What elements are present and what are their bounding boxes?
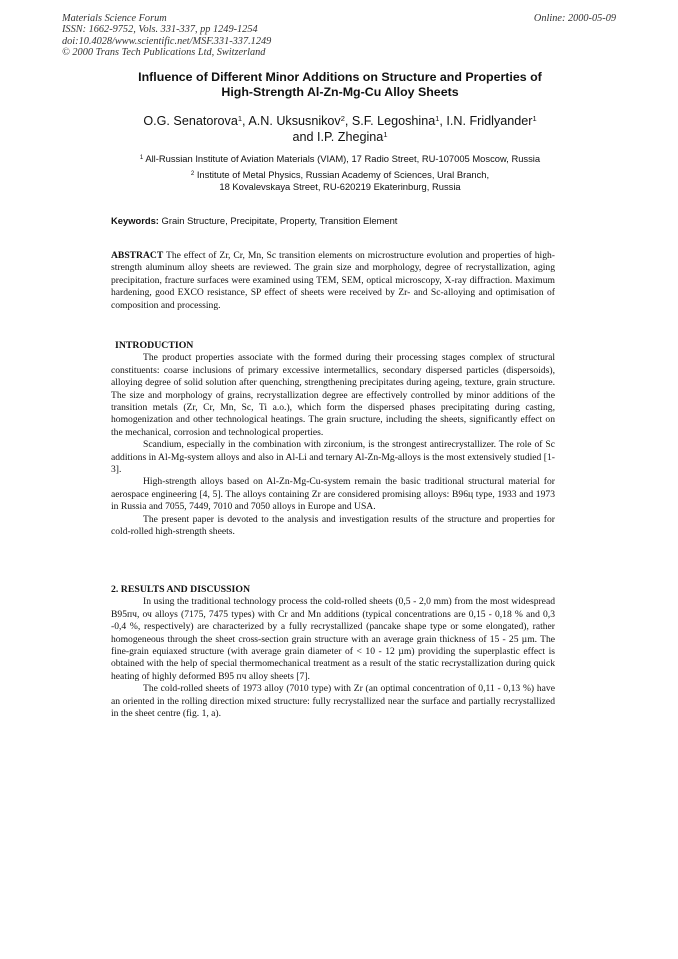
author-name: and I.P. Zhegina: [292, 130, 384, 144]
results-section: [111, 584, 555, 720]
author-affiliation-mark: 1: [383, 130, 388, 139]
affiliation-2-line-2: 18 Kovalevskaya Street, RU-620219 Ekaterinburg, Russia: [219, 180, 461, 192]
affiliation-text: Institute of Metal Physics, Russian Academy of Sciences, Ural Branch,: [196, 169, 490, 180]
author-affiliation-mark: 1: [435, 114, 440, 123]
affiliation-2: [60, 169, 620, 192]
author-name: , A.N. Uksusnikov: [242, 114, 341, 128]
keywords: [111, 215, 397, 226]
journal-header: [62, 13, 271, 59]
title-line-2: High-Strength Al-Zn-Mg-Cu Alloy Sheets: [221, 85, 459, 99]
online-date: Online: 2000-05-09: [533, 13, 616, 24]
affiliation-mark: 2: [190, 171, 195, 177]
paragraph: The present paper is devoted to the analysis and investigation results of the structure and properties for cold-rolled high-strength sheets.: [111, 513, 555, 538]
abstract-text: The effect of Zr, Cr, Mn, Sc transition elements on microstructure evolution and properties of high-strength aluminum alloy sheets are reviewed. The grain size and morphology, degree of recrystallization, aging precipitation, fracture surfaces were examined using TEM, SEM, optical microscopy, X-ray diffraction. Maximum hardening, good EXCO resistance, SP effect of sheets were received by Zr- and Sc-alloying and optimisation of composition and processing.: [111, 250, 555, 311]
author-name: , S.F. Legoshina: [344, 114, 436, 128]
keywords-text: Grain Structure, Precipitate, Property, Transition Element: [158, 215, 398, 226]
affiliation-1: [60, 153, 620, 165]
section-heading: 2. RESULTS AND DISCUSSION: [111, 584, 251, 595]
paper-title: [60, 70, 620, 100]
author-affiliation-mark: 1: [237, 114, 243, 123]
paragraph: The cold-rolled sheets of 1973 alloy (7010 type) with Zr (an optimal concentration of 0,11 - 0,13 %) have an oriented in the rolling direction mixed structure: fully recrystallized near the surface and partially recrystallized in the sheet centre (fig. 1, a).: [111, 683, 555, 720]
authors-line-1: [60, 113, 620, 129]
paragraph: High-strength alloys based on Al-Zn-Mg-Cu-system remain the basic traditional structural material for aerospace engineering [4, 5]. The alloys containing Zr are considered promising alloys: B96ц type, 1933 and 1973 in Russia and 7055, 7449, 7010 and 7050 alloys in Europe and USA.: [111, 476, 555, 513]
author-affiliation-mark: 1: [532, 114, 537, 123]
abstract-label: ABSTRACT: [111, 250, 164, 261]
title-line-1: Influence of Different Minor Additions on Structure and Properties of: [138, 70, 542, 84]
section-heading: INTRODUCTION: [115, 340, 194, 351]
journal-copyright: © 2000 Trans Tech Publications Ltd, Switzerland: [62, 47, 266, 59]
paragraph: In using the traditional technology process the cold-rolled sheets (0,5 - 2,0 mm) from the most widespread B95пч, оч alloys (7175, 7475 types) with Cr and Mn additions (typical concentrations are 0,15 - 0,18 % and 0,3 -0,4 %, respectively) are characterized by a fully recrystallized (pancake shape type or some elongated), rather homogeneous through the sheet cross-section grain structure with an average grain thickness of 15 - 25 µm. The fine-grain equiaxed structure (with average grain diameter of < 10 - 12 µm) providing the superplastic effect is obtained with the help of special thermomechanical treatment as a result of the static recrystallization during quick heating of highly deformed B95 пч alloy sheets [7].: [111, 596, 555, 682]
affiliation-mark: 1: [139, 155, 144, 161]
affiliation-2-line-1: [60, 169, 620, 181]
author-affiliation-mark: 2: [340, 114, 345, 123]
author-name: O.G. Senatorova: [143, 114, 238, 128]
author-list: [60, 113, 620, 145]
paragraph: The product properties associate with the formed during their processing stages complex of structural constituents: coarse inclusions of primary excessive intermetallics, secondary dispersed particles (dispersoids), alloying degree of solid solution after quenching, strengthening precipitates during ageing, texture, grain structure. The size and morphology of grains, recrystallization degree are effectively controlled by minor additions of the transition metals (Zr, Cr, Mn, Sc, Ti a.o.), which form the dispersed phases precipitating during casting, homogenization and other technological heatings. The grain sructure, including the sheets, significantly effect on the mechanical, corrosion and technological properties.: [111, 352, 555, 438]
journal-issn: ISSN: 1662-9752, Vols. 331-337, pp 1249-1254: [62, 24, 258, 36]
author-name: , I.N. Fridlyander: [439, 114, 533, 128]
abstract: [111, 250, 555, 312]
journal-doi: doi:10.4028/www.scientific.net/MSF.331-337.1249: [62, 35, 272, 47]
authors-line-2: [60, 129, 620, 145]
paragraph: Scandium, especially in the combination with zirconium, is the strongest antirecrystallizer. The role of Sc additions in Al-Mg-system alloys and also in Al-Li and ternary Al-Zn-Mg-alloys is the most extensively studied [1-3].: [111, 439, 555, 476]
introduction-section: [111, 340, 555, 539]
journal-name: Materials Science Forum: [62, 13, 167, 24]
keywords-label: Keywords:: [111, 215, 159, 226]
affiliation-text: All-Russian Institute of Aviation Materials (VIAM), 17 Radio Street, RU-107005 Moscow, Russia: [145, 153, 541, 164]
